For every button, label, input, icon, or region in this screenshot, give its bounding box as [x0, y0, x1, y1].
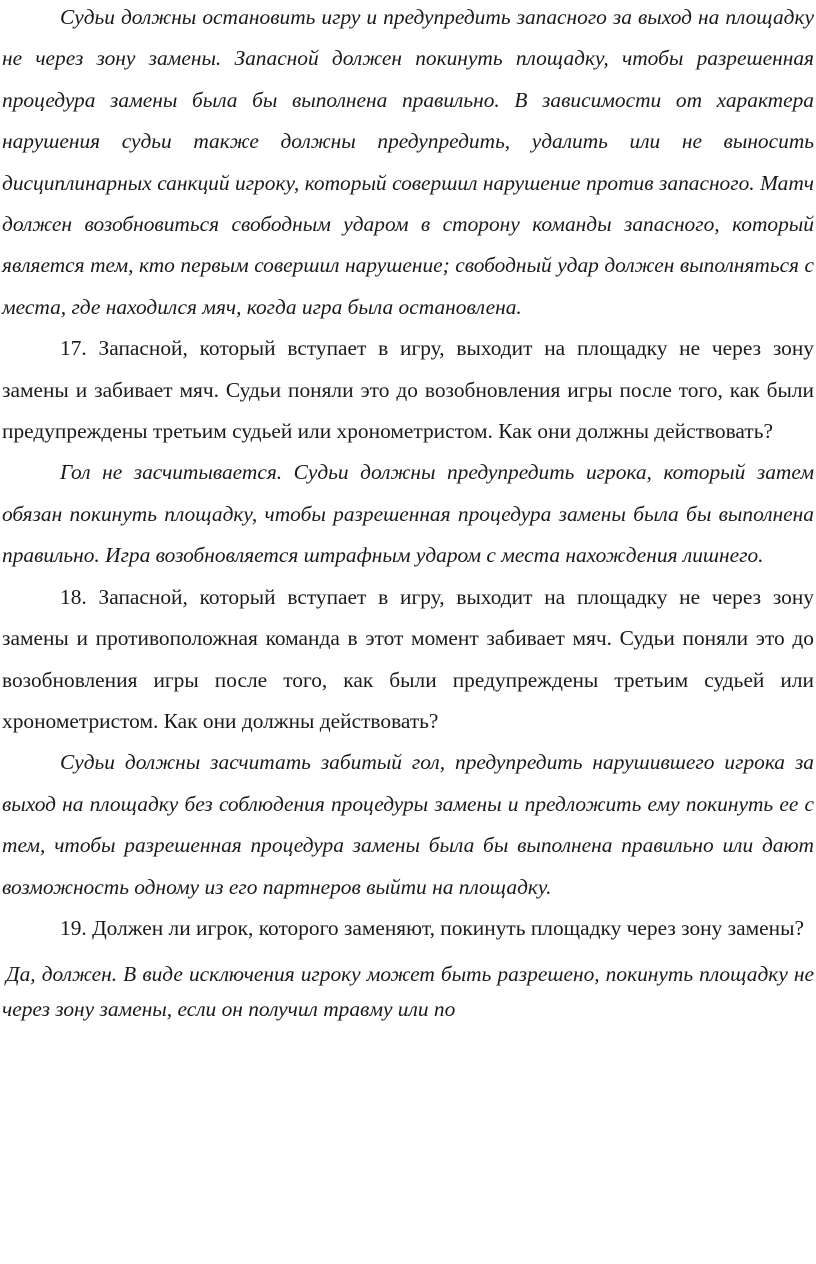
document-page	[2, 0, 814, 1026]
answer-paragraph-18: Судьи должны засчитать забитый гол, предупредить нарушившего игрока за выход на площадку без соблюдения процедуры замены и предложить ему покинуть ее с тем, чтобы разрешенная процедура замены была бы выполнена правильно или дают возможность одному из его партнеров выйти на площадку.	[2, 750, 814, 899]
question-paragraph-17: 17. Запасной, который вступает в игру, выходит на площадку не через зону замены и забивает мяч. Судьи поняли это до возобновления игры после того, как были предупреждены третьим судьей или хронометристом. Как они должны действовать?	[2, 336, 814, 444]
question-paragraph-18: 18. Запасной, который вступает в игру, выходит на площадку не через зону замены и противоположная команда в этот момент забивает мяч. Судьи поняли это до возобновления игры после того, как были предупреждены третьим судьей или хронометристом. Как они должны действовать?	[2, 584, 814, 733]
answer-paragraph-17: Гол не засчитывается. Судьи должны предупредить игрока, который затем обязан покинуть площадку, чтобы разрешенная процедура замены была бы выполнена правильно. Игра возобновляется штрафным ударом с места нахождения лишнего.	[2, 460, 814, 568]
answer-paragraph-19: Да, должен. В виде исключения игроку может быть разрешено, покинуть площадку не через зону замены, если он получил травму или по	[2, 962, 814, 1021]
question-paragraph-19: 19. Должен ли игрок, которого заменяют, покинуть площадку через зону замены?	[60, 915, 804, 940]
answer-paragraph-16: Судьи должны остановить игру и предупредить запасного за выход на площадку не через зону замены. Запасной должен покинуть площадку, чтобы разрешенная процедура замены была бы выполнена правильно. В зависимости от характера нарушения судьи также должны предупредить, удалить или не выносить дисциплинарных санкций игроку, который совершил нарушение против запасного. Матч должен возобновиться свободным ударом в сторону команды запасного, который является тем, кто первым совершил нарушение; свободный удар должен выполняться с места, где находился мяч, когда игра была остановлена.	[2, 5, 814, 319]
